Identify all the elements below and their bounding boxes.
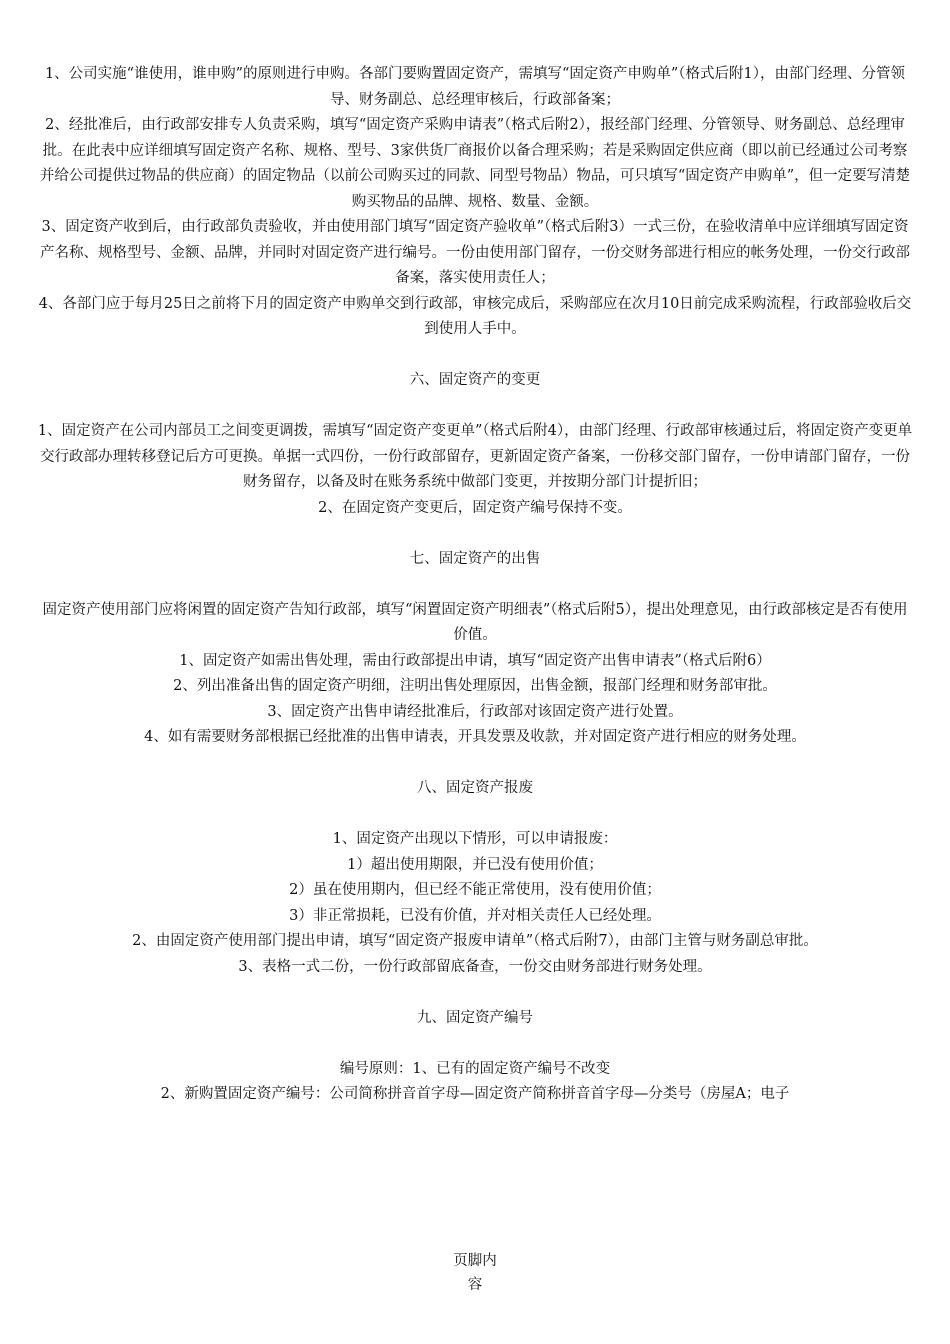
section-heading-numbering: 九、固定资产编号 (417, 1009, 533, 1026)
sale-step-4: 4、如有需要财务部根据已经批准的出售申请表，开具发票及收款，并对固定资产进行相应的财务处理。 (144, 729, 806, 745)
sale-step-1: 1、固定资产如需出售处理，需由行政部提出申请，填写“固定资产出售申请表”（格式后附6） (179, 652, 771, 669)
page-footer (0, 1249, 950, 1297)
section-heading-sale: 七、固定资产的出售 (409, 550, 541, 567)
scrap-case-1: 1）超出使用期限，并已没有使用价值； (347, 856, 603, 873)
scrap-step-3: 3、表格一式二份，一份行政部留底备查，一份交由财务部进行财务处理。 (238, 958, 712, 975)
change-step-2: 2、在固定资产变更后，固定资产编号保持不变。 (318, 499, 632, 516)
purchase-step-3: 3、固定资产收到后，由行政部负责验收，并由使用部门填写“固定资产验收单”（格式后附3）一式三份，在验收清单中应详细填写固定资产名称、规格型号、金额、品牌，并同时对固定资产进行编号。一份由使用部门留存，一份交财务部进行相应的帐务处理，一份交行政部备案，落实使用责任人； (40, 219, 910, 286)
purchase-step-2: 2、经批准后，由行政部安排专人负责采购，填写“固定资产采购申请表”（格式后附2），报经部门经理、分管领导、财务副总、总经理审批。在此表中应详细填写固定资产名称、规格、型号、3家供货厂商报价以备合理采购；若是采购固定供应商（即以前已经通过公司考察并给公司提供过物品的供应商）的固定物品（以前公司购买过的同款、同型号物品）物品，可只填写“固定资产申购单”，但一定要写清楚购买物品的品牌、规格、数量、金额。 (39, 117, 911, 210)
scrap-step-1: 1、固定资产出现以下情形，可以申请报废： (332, 831, 618, 847)
sale-step-2: 2、列出准备出售的固定资产明细，注明出售处理原因，出售金额，报部门经理和财务部审批。 (173, 678, 777, 694)
numbering-new-assets: 2、新购置固定资产编号：公司简称拼音首字母—固定资产简称拼音首字母—分类号（房屋A；电子 (160, 1086, 790, 1102)
change-step-1: 1、固定资产在公司内部员工之间变更调拨，需填写“固定资产变更单”（格式后附4），由部门经理、行政部审核通过后，将固定资产变更单交行政部办理转移登记后方可更换。单据一式四份，一份行政部留存，更新固定资产备案，一份移交部门留存，一份申请部门留存，一份财务留存，以备及时在账务系统中做部门变更，并按期分部门计提折旧； (37, 423, 913, 490)
scrap-case-2: 2）虽在使用期内，但已经不能正常使用，没有使用价值； (289, 882, 661, 898)
numbering-principle: 编号原则：1、已有的固定资产编号不改变 (339, 1060, 611, 1077)
scrap-step-2: 2、由固定资产使用部门提出申请，填写“固定资产报废申请单”（格式后附7），由部门主管与财务副总审批。 (132, 933, 818, 949)
section-heading-change: 六、固定资产的变更 (409, 372, 541, 388)
purchase-step-1: 1、公司实施“谁使用，谁申购”的原则进行申购。各部门要购置固定资产，需填写“固定资产申购单”（格式后附1），由部门经理、分管领导、财务副总、总经理审核后，行政部备案； (44, 66, 906, 108)
purchase-step-4: 4、各部门应于每月25日之前将下月的固定资产申购单交到行政部，审核完成后，采购部应在次月10日前完成采购流程，行政部验收后交到使用人手中。 (38, 295, 912, 337)
footer-line-2: 容 (467, 1277, 483, 1293)
scrap-case-3: 3）非正常损耗，已没有价值，并对相关责任人已经处理。 (289, 907, 661, 924)
footer-line-1: 页脚内 (453, 1253, 497, 1269)
sale-intro: 固定资产使用部门应将闲置的固定资产告知行政部，填写“闲置固定资产明细表”（格式后附5），提出处理意见，由行政部核定是否有使用价值。 (42, 601, 908, 643)
sale-step-3: 3、固定资产出售申请经批准后，行政部对该固定资产进行处置。 (267, 703, 683, 720)
section-heading-scrap: 八、固定资产报废 (417, 780, 533, 796)
document-body (36, 62, 914, 1108)
